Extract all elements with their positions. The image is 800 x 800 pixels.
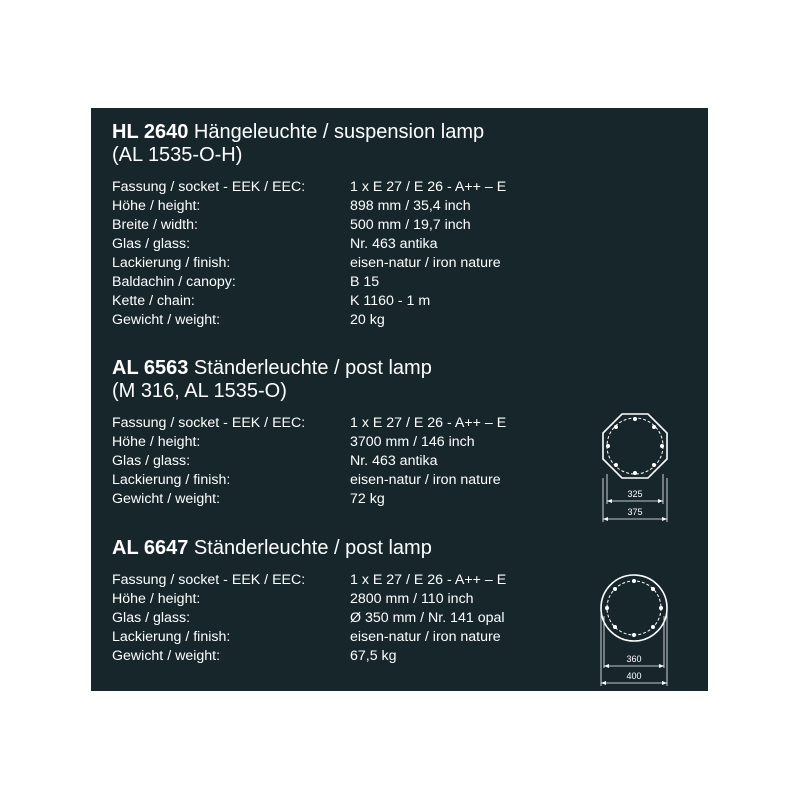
mount-point — [652, 425, 656, 429]
spec-label: Höhe / height: — [112, 591, 201, 607]
spec-row — [112, 471, 506, 490]
spec-row — [112, 273, 506, 292]
spec-row — [112, 197, 506, 216]
mount-point — [613, 625, 617, 629]
spec-row — [112, 452, 506, 471]
mount-point — [659, 606, 663, 610]
spec-rows — [112, 571, 506, 666]
mount-point — [651, 587, 655, 591]
spec-row — [112, 433, 506, 452]
spec-rows — [112, 178, 506, 330]
spec-row — [112, 609, 506, 628]
spec-label: Kette / chain: — [112, 293, 195, 309]
section-title — [112, 357, 506, 380]
spec-label: Glas / glass: — [112, 236, 191, 252]
inner-dimension-label: 360 — [626, 654, 642, 664]
spec-label: Fassung / socket - EEK / EEC: — [112, 572, 306, 588]
mount-point — [613, 587, 617, 591]
outer-dimension-label: 375 — [627, 507, 643, 517]
spec-value: 3700 mm / 146 inch — [350, 434, 475, 450]
spec-value: B 15 — [350, 274, 380, 290]
inner-dimension-label: 325 — [627, 489, 643, 499]
mount-point — [633, 471, 637, 475]
spec-row — [112, 235, 506, 254]
spec-value: 72 kg — [350, 491, 385, 507]
spec-value: eisen-natur / iron nature — [350, 255, 501, 271]
section-al-6563 — [112, 357, 506, 509]
mount-point — [632, 579, 636, 583]
spec-value: Ø 350 mm / Nr. 141 opal — [350, 610, 505, 626]
spec-value: 898 mm / 35,4 inch — [350, 198, 471, 214]
spec-row — [112, 571, 506, 590]
mount-point — [652, 463, 656, 467]
spec-row — [112, 292, 506, 311]
product-name: Ständerleuchte / post lamp — [193, 357, 432, 379]
spec-row — [112, 414, 506, 433]
spec-row — [112, 216, 506, 235]
section-subtitle: (M 316, AL 1535-O) — [112, 380, 287, 402]
product-code: AL 6563 — [112, 357, 189, 379]
spec-row — [112, 311, 506, 330]
section-al-6647 — [112, 537, 506, 666]
section-title — [112, 537, 506, 560]
outer-dimension-label: 400 — [626, 671, 642, 681]
mount-point — [605, 606, 609, 610]
circle-base-diagram — [591, 566, 681, 692]
spec-row — [112, 254, 506, 273]
spec-label: Glas / glass: — [112, 453, 191, 469]
spec-label: Breite / width: — [112, 217, 198, 233]
spec-label: Fassung / socket - EEK / EEC: — [112, 179, 306, 195]
spec-value: 2800 mm / 110 inch — [350, 591, 474, 607]
spec-label: Gewicht / weight: — [112, 312, 221, 328]
spec-value: 1 x E 27 / E 26 - A++ – E — [350, 415, 507, 431]
circle-outline — [601, 575, 667, 641]
spec-label: Lackierung / finish: — [112, 255, 231, 271]
spec-label: Fassung / socket - EEK / EEC: — [112, 415, 306, 431]
spec-value: K 1160 - 1 m — [350, 293, 431, 309]
product-code: AL 6647 — [112, 537, 189, 559]
product-name: Ständerleuchte / post lamp — [193, 537, 432, 559]
spec-label: Lackierung / finish: — [112, 472, 231, 488]
mount-point — [614, 463, 618, 467]
spec-value: 67,5 kg — [350, 648, 397, 664]
octagon-base-diagram — [591, 408, 681, 530]
spec-label: Höhe / height: — [112, 198, 201, 214]
mount-point — [651, 625, 655, 629]
section-hl-2640 — [112, 121, 506, 330]
mount-point — [632, 633, 636, 637]
spec-rows — [112, 414, 506, 509]
spec-value: eisen-natur / iron nature — [350, 629, 501, 645]
mount-point — [660, 444, 664, 448]
spec-value: 20 kg — [350, 312, 385, 328]
spec-value: Nr. 463 antika — [350, 453, 438, 469]
product-name: Hängeleuchte / suspension lamp — [193, 121, 485, 143]
spec-value: 500 mm / 19,7 inch — [350, 217, 471, 233]
spec-row — [112, 490, 506, 509]
mount-point — [606, 444, 610, 448]
spec-value: Nr. 463 antika — [350, 236, 438, 252]
spec-row — [112, 178, 506, 197]
product-code: HL 2640 — [112, 121, 189, 143]
spec-label: Höhe / height: — [112, 434, 201, 450]
spec-panel — [91, 108, 708, 691]
spec-label: Gewicht / weight: — [112, 648, 221, 664]
spec-row — [112, 647, 506, 666]
spec-value: 1 x E 27 / E 26 - A++ – E — [350, 572, 507, 588]
mount-point — [614, 425, 618, 429]
spec-value: eisen-natur / iron nature — [350, 472, 501, 488]
spec-label: Gewicht / weight: — [112, 491, 221, 507]
spec-label: Lackierung / finish: — [112, 629, 231, 645]
section-subtitle: (AL 1535-O-H) — [112, 144, 243, 166]
spec-row — [112, 628, 506, 647]
spec-row — [112, 590, 506, 609]
spec-label: Baldachin / canopy: — [112, 274, 236, 290]
spec-label: Glas / glass: — [112, 610, 191, 626]
section-title — [112, 121, 506, 144]
octagon-outline — [603, 414, 667, 478]
spec-value: 1 x E 27 / E 26 - A++ – E — [350, 179, 507, 195]
mount-point — [633, 417, 637, 421]
